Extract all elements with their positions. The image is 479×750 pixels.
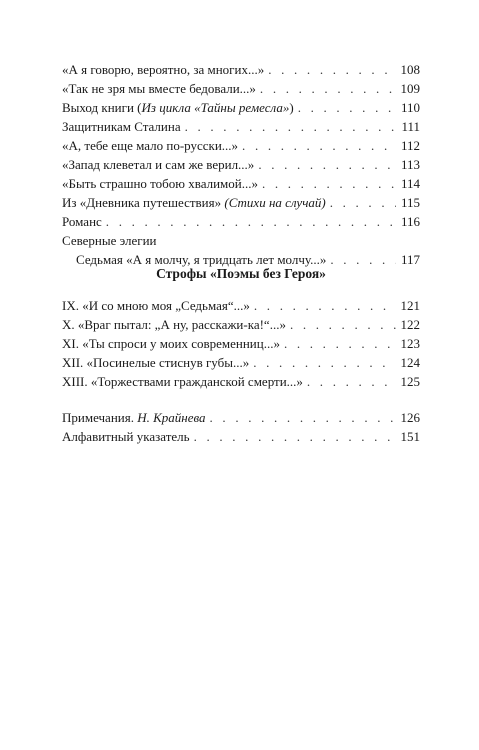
toc-entry-page: 151: [400, 429, 420, 444]
dot-leader: [330, 193, 396, 212]
toc-entry-page: 122: [400, 317, 420, 332]
dot-leader: [298, 98, 396, 117]
toc-entry-title: Романс: [62, 214, 102, 229]
toc-entry-title: Алфавитный указатель: [62, 429, 190, 444]
dot-leader: [307, 372, 396, 391]
toc-entry: [62, 296, 420, 315]
toc-entry-page: 113: [400, 157, 420, 172]
toc-entry-title: «Запад клеветал и сам же верил...»: [62, 157, 255, 172]
toc-entry-title: IX. «И со мною моя „Седьмая“...»: [62, 298, 250, 313]
section-heading: Строфы «Поэмы без Героя»: [156, 266, 326, 281]
dot-leader: [253, 353, 396, 372]
toc-block-stanzas: [62, 296, 420, 391]
toc-entry-page: 110: [400, 100, 420, 115]
toc-block-main: [62, 60, 420, 269]
toc-entry-title: «А, тебе еще мало по-русски...»: [62, 138, 239, 153]
toc-entry-title: XI. «Ты спроси у моих современниц...»: [62, 336, 280, 351]
toc-entry-title: XII. «Посинелые стиснув губы...»: [62, 355, 250, 370]
toc-entry: [62, 136, 420, 155]
toc-entry-title: XIII. «Торжествами гражданской смерти...»: [62, 374, 303, 389]
toc-entry-title: Выход книги (Из цикла «Тайны ремесла»): [62, 100, 294, 115]
toc-block-appendix: [62, 408, 420, 446]
toc-entry-title-italic: Н. Крайнева: [137, 410, 206, 425]
toc-entry: [62, 60, 420, 79]
toc-entry-title-italic: Из цикла «Тайны ремесла»: [141, 100, 290, 115]
toc-entry: [62, 174, 420, 193]
toc-entry-page: 121: [400, 298, 420, 313]
toc-entry-title: Из «Дневника путешествия» (Стихи на случай): [62, 195, 326, 210]
toc-entry-title: X. «Враг пытал: „А ну, расскажи-ка!“...»: [62, 317, 286, 332]
toc-entry: [62, 334, 420, 353]
toc-entry-page: 123: [400, 336, 420, 351]
dot-leader: [258, 155, 396, 174]
dot-leader: [106, 212, 396, 231]
toc-entry: [62, 212, 420, 231]
dot-leader: [268, 60, 396, 79]
toc-entry-page: 114: [400, 176, 420, 191]
toc-entry-title: «А я говорю, вероятно, за многих...»: [62, 62, 265, 77]
toc-entry: [62, 427, 420, 446]
toc-entry: [62, 315, 420, 334]
toc-group-heading: [62, 231, 420, 250]
dot-leader: [242, 136, 396, 155]
toc-entry: [62, 155, 420, 174]
toc-entry-page: 109: [400, 81, 420, 96]
toc-entry: [62, 353, 420, 372]
toc-entry: [62, 117, 420, 136]
toc-entry-title: Защитникам Сталина: [62, 119, 181, 134]
toc-entry-title: Седьмая «А я молчу, я тридцать лет молчу...»: [76, 252, 327, 267]
toc-entry: [62, 408, 420, 427]
toc-entry: [62, 193, 420, 212]
dot-leader: [290, 315, 396, 334]
dot-leader: [262, 174, 396, 193]
dot-leader: [210, 408, 396, 427]
toc-entry-page: 116: [400, 214, 420, 229]
toc-entry-page: 111: [401, 119, 420, 134]
dot-leader: [284, 334, 396, 353]
toc-entry-page: 126: [400, 410, 420, 425]
toc-entry: [62, 98, 420, 117]
toc-entry: [62, 372, 420, 391]
dot-leader: [260, 79, 396, 98]
toc-entry: [62, 79, 420, 98]
toc-entry-title: «Так не зря мы вместе бедовали...»: [62, 81, 256, 96]
toc-entry-title-italic: (Стихи на случай): [224, 195, 326, 210]
dot-leader: [185, 117, 396, 136]
toc-group-title: Северные элегии: [62, 233, 157, 248]
toc-entry-page: 125: [400, 374, 420, 389]
dot-leader: [194, 427, 396, 446]
toc-entry-title: Примечания. Н. Крайнева: [62, 410, 206, 425]
dot-leader: [254, 296, 396, 315]
toc-entry-page: 117: [400, 252, 420, 267]
toc-entry-page: 124: [400, 355, 420, 370]
toc-entry-page: 115: [400, 195, 420, 210]
toc-entry-page: 112: [400, 138, 420, 153]
toc-entry-page: 108: [400, 62, 420, 77]
toc-entry-title: «Быть страшно тобою хвалимой...»: [62, 176, 258, 191]
